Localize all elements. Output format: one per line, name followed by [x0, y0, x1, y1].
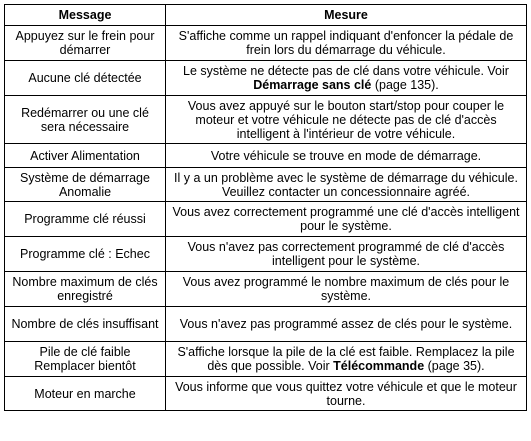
- page-reference: (page 35).: [424, 359, 485, 373]
- page-reference: (page 135).: [371, 78, 439, 92]
- table-row: [5, 272, 527, 307]
- table-row: [5, 342, 527, 377]
- message-cell: Nombre maximum de clés enregistré: [5, 272, 166, 307]
- table-row: [5, 26, 527, 61]
- message-cell: Activer Alimentation: [5, 144, 166, 168]
- measure-text: Le système ne détecte pas de clé dans votre véhicule. Voir: [183, 64, 509, 78]
- table-header-row: [5, 5, 527, 26]
- message-cell: Programme clé réussi: [5, 202, 166, 237]
- header-message: Message: [5, 5, 166, 26]
- message-cell: Appuyez sur le frein pour démarrer: [5, 26, 166, 61]
- measure-cell: [166, 61, 527, 96]
- measure-cell: Vous n'avez pas programmé assez de clés pour le système.: [166, 307, 527, 342]
- message-cell: Moteur en marche: [5, 377, 166, 411]
- table-row: [5, 96, 527, 144]
- message-table: [4, 4, 527, 411]
- cross-reference-link[interactable]: Télécommande: [333, 359, 425, 373]
- message-cell: Aucune clé détectée: [5, 61, 166, 96]
- table-row: [5, 202, 527, 237]
- measure-cell: S'affiche comme un rappel indiquant d'enfoncer la pédale de frein lors du démarrage du véhicule.: [166, 26, 527, 61]
- message-cell: Pile de clé faible Remplacer bientôt: [5, 342, 166, 377]
- table-row: [5, 307, 527, 342]
- table-row: [5, 377, 527, 411]
- measure-cell: Vous avez programmé le nombre maximum de clés pour le système.: [166, 272, 527, 307]
- measure-cell: Vous avez correctement programmé une clé d'accès intelligent pour le système.: [166, 202, 527, 237]
- cross-reference-link[interactable]: Démarrage sans clé: [253, 78, 372, 92]
- measure-cell: Vous informe que vous quittez votre véhicule et que le moteur tourne.: [166, 377, 527, 411]
- table-row: [5, 144, 527, 168]
- measure-cell: Il y a un problème avec le système de démarrage du véhicule. Veuillez contacter un concessionnaire agréé.: [166, 168, 527, 202]
- measure-cell: Vous avez appuyé sur le bouton start/stop pour couper le moteur et votre véhicule ne détecte pas de clé d'accès intelligent à l'intérieur de votre véhicule.: [166, 96, 527, 144]
- measure-cell: [166, 342, 527, 377]
- message-cell: Programme clé : Echec: [5, 237, 166, 272]
- table-row: [5, 168, 527, 202]
- measure-text: S'affiche lorsque la pile de la clé est faible. Remplacez la pile dès que possible. Voir: [177, 345, 515, 373]
- message-cell: Redémarrer ou une clé sera nécessaire: [5, 96, 166, 144]
- message-cell: Système de démarrage Anomalie: [5, 168, 166, 202]
- table-row: [5, 61, 527, 96]
- message-table-container: [4, 4, 527, 411]
- message-cell: Nombre de clés insuffisant: [5, 307, 166, 342]
- table-row: [5, 237, 527, 272]
- measure-cell: Vous n'avez pas correctement programmé de clé d'accès intelligent pour le système.: [166, 237, 527, 272]
- measure-cell: Votre véhicule se trouve en mode de démarrage.: [166, 144, 527, 168]
- header-measure: Mesure: [166, 5, 527, 26]
